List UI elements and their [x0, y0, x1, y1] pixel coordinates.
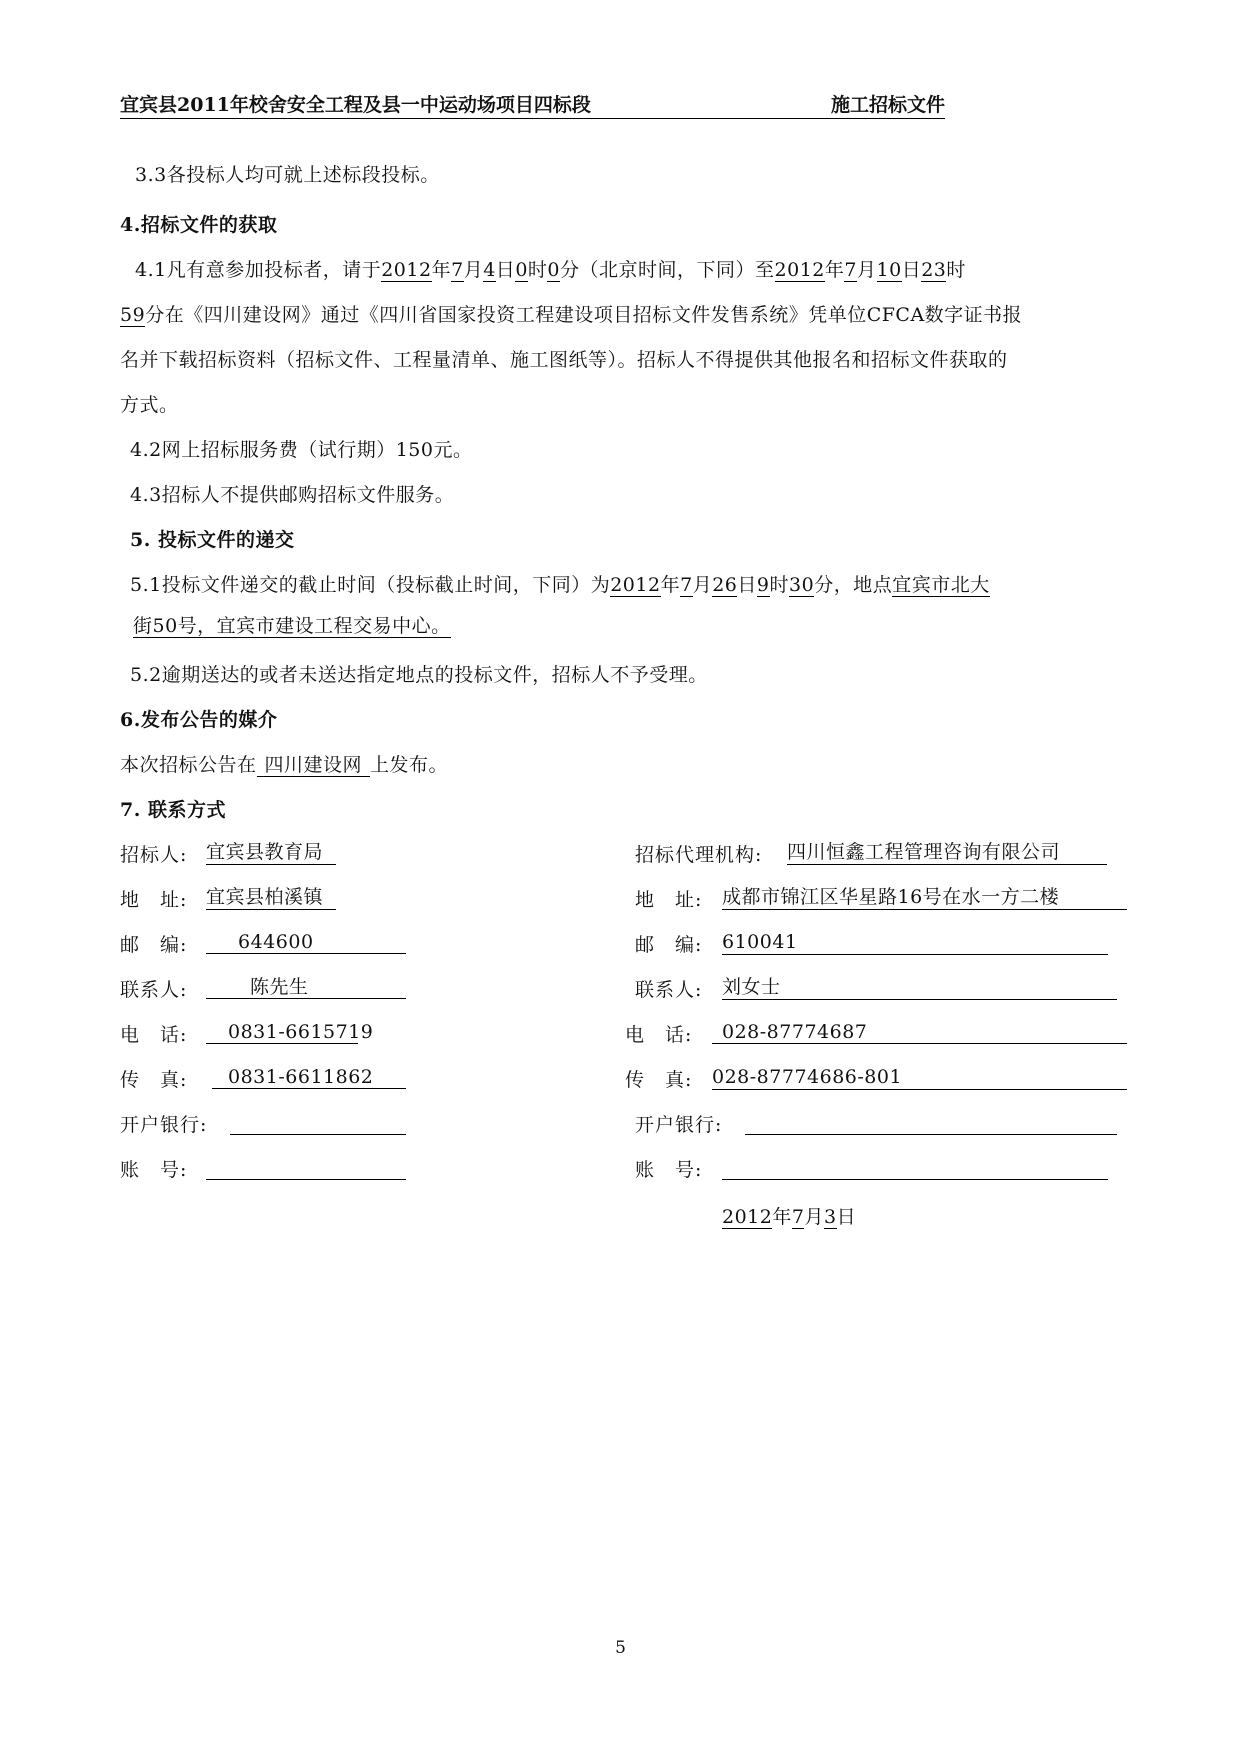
- section-7-title: 7. 联系方式: [120, 799, 226, 821]
- tenderer-zip-value: 644600: [206, 930, 406, 954]
- clause-4-2: 4.2网上招标服务费（试行期）150元。: [130, 439, 473, 461]
- clause-3-3: 3.3各投标人均可就上述标段投标。: [135, 164, 440, 186]
- tenderer-contact-value: 陈先生: [206, 975, 406, 999]
- clause-5-1-line2: 街50号，宜宾市建设工程交易中心。: [133, 615, 451, 637]
- clause-4-1-line4: 方式。: [120, 394, 179, 416]
- clause-4-3: 4.3招标人不提供邮购招标文件服务。: [130, 484, 455, 506]
- tenderer-bank-value: [230, 1110, 406, 1135]
- agent-value: 四川恒鑫工程管理咨询有限公司: [787, 840, 1107, 865]
- agent-bank-value: [745, 1110, 1117, 1135]
- agent-contact-label: 联系人:: [635, 979, 703, 1001]
- agent-address-value: 成都市锦江区华星路16号在水一方二楼: [722, 885, 1127, 910]
- tenderer-fax-label: 传 真:: [120, 1069, 188, 1091]
- tenderer-fax-value: 0831-6611862: [212, 1065, 406, 1089]
- page-header: [120, 88, 945, 119]
- agent-zip-label: 邮 编:: [635, 934, 703, 956]
- section-4-title: 4.招标文件的获取: [120, 214, 278, 236]
- tenderer-phone-value: 0831-6615719: [206, 1020, 358, 1044]
- tenderer-account-value: [206, 1155, 406, 1180]
- tenderer-contact-label: 联系人:: [120, 979, 188, 1001]
- agent-address-label: 地 址:: [635, 889, 703, 911]
- page-number: 5: [615, 1638, 626, 1658]
- clause-5-2: 5.2逾期送达的或者未送达指定地点的投标文件，招标人不予受理。: [130, 664, 708, 686]
- agent-zip-value: 610041: [722, 930, 1108, 955]
- agent-account-value: [722, 1155, 1108, 1180]
- clause-4-1-line3: 名并下载招标资料（招标文件、工程量清单、施工图纸等）。招标人不得提供其他报名和招标文件获取的: [120, 349, 1008, 371]
- agent-account-label: 账 号:: [635, 1159, 703, 1181]
- media-statement: 本次招标公告在 四川建设网 上发布。: [120, 754, 449, 776]
- agent-fax-value: 028-87774686-801: [712, 1065, 1127, 1090]
- tenderer-label: 招标人:: [120, 844, 188, 866]
- tenderer-address-label: 地 址:: [120, 889, 188, 911]
- clause-5-1-line1: 5.1投标文件递交的截止时间（投标截止时间，下同）为2012年7月26日9时30分，地点宜宾市北大: [130, 574, 990, 596]
- agent-bank-label: 开户银行:: [635, 1114, 723, 1136]
- tenderer-account-label: 账 号:: [120, 1159, 188, 1181]
- header-doc-type: 施工招标文件: [830, 94, 945, 116]
- tenderer-zip-label: 邮 编:: [120, 934, 188, 956]
- header-project-title: 宜宾县2011年校舍安全工程及县一中运动场项目四标段: [120, 94, 591, 116]
- agent-phone-value: 028-87774687: [712, 1020, 1127, 1044]
- tenderer-value: 宜宾县教育局: [206, 840, 336, 865]
- clause-4-1-line2: 59分在《四川建设网》通过《四川省国家投资工程建设项目招标文件发售系统》凭单位CFCA数字证书报: [120, 304, 1023, 326]
- clause-4-1-line1: 4.1凡有意参加投标者，请于2012年7月4日0时0分（北京时间，下同）至2012年7月10日23时: [135, 259, 966, 281]
- tenderer-bank-label: 开户银行:: [120, 1114, 208, 1136]
- agent-fax-label: 传 真:: [625, 1069, 693, 1091]
- agent-label: 招标代理机构:: [635, 844, 763, 866]
- tenderer-address-value: 宜宾县柏溪镇: [206, 885, 336, 910]
- tenderer-phone-label: 电 话:: [120, 1024, 188, 1046]
- issue-date: 2012年7月3日: [722, 1206, 857, 1228]
- section-5-title: 5. 投标文件的递交: [130, 529, 295, 551]
- agent-contact-value: 刘女士: [722, 975, 1117, 1000]
- section-6-title: 6.发布公告的媒介: [120, 709, 278, 731]
- agent-phone-label: 电 话:: [625, 1024, 693, 1046]
